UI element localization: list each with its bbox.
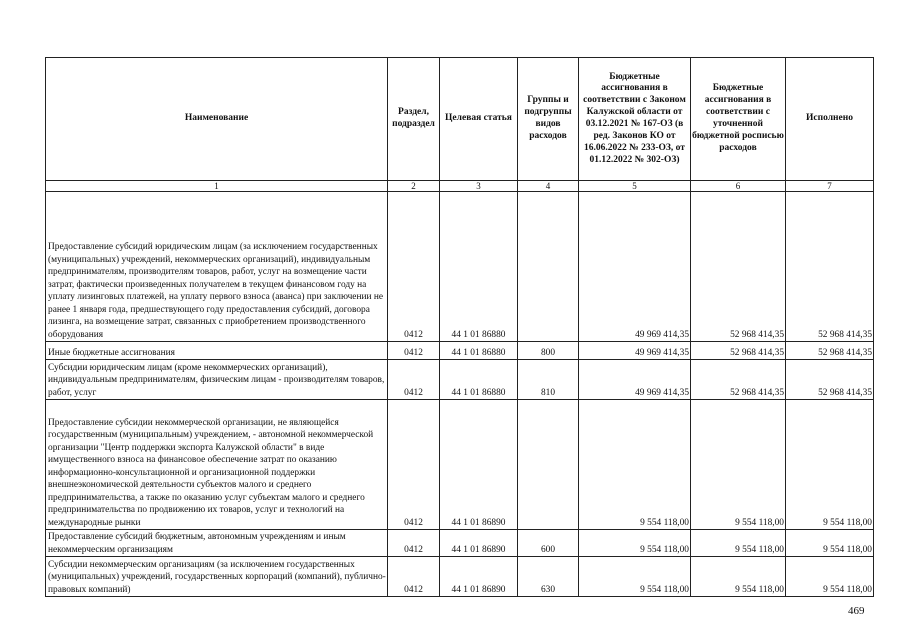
row-refined: 9 554 118,00: [691, 557, 786, 597]
row-expense-group: 600: [518, 530, 579, 557]
row-executed: 52 968 414,35: [786, 342, 874, 360]
row-executed: 52 968 414,35: [786, 360, 874, 400]
row-expense-group: [518, 400, 579, 530]
row-approved: 9 554 118,00: [579, 557, 691, 597]
column-number: 2: [388, 181, 440, 192]
row-target-article: 44 1 01 86880: [440, 192, 518, 342]
row-expense-group: [518, 192, 579, 342]
row-section: 0412: [388, 557, 440, 597]
row-approved: 9 554 118,00: [579, 530, 691, 557]
header-refined-assignments: Бюджетные ассигнования в соответствии с уточненной бюджетной росписью расходов: [691, 58, 786, 181]
row-target-article: 44 1 01 86890: [440, 530, 518, 557]
row-approved: 49 969 414,35: [579, 360, 691, 400]
column-number: 4: [518, 181, 579, 192]
header-approved-assignments: Бюджетные ассигнования в соответствии с Законом Калужской области от 03.12.2021 № 167-ОЗ (в ред. Законов КО от 16.06.2022 № 233-ОЗ, от 01.12.2022 № 302-ОЗ): [579, 58, 691, 181]
row-refined: 52 968 414,35: [691, 360, 786, 400]
row-approved: 49 969 414,35: [579, 192, 691, 342]
row-section: 0412: [388, 530, 440, 557]
row-expense-group: 810: [518, 360, 579, 400]
column-number: 5: [579, 181, 691, 192]
row-approved: 49 969 414,35: [579, 342, 691, 360]
row-executed: 9 554 118,00: [786, 400, 874, 530]
row-target-article: 44 1 01 86890: [440, 400, 518, 530]
row-expense-group: 800: [518, 342, 579, 360]
table-row: [46, 360, 874, 400]
column-number: 1: [46, 181, 388, 192]
header-executed: Исполнено: [786, 58, 874, 181]
table-row: [46, 342, 874, 360]
row-name: Предоставление субсидий юридическим лицам (за исключением государственных (муниципальных) учреждений, некоммерческих организаций), индивидуальным предпринимателям, производителям товаров, работ, услуг на возмещение части затрат, фактически произведенных получателем в текущем финансовом году на уплату лизинговых платежей, на уплату первого взноса (аванса) при заключении не ранее 1 января года, предшествующего году предоставления субсидий, договора лизинга, на возмещение затрат, связанных с приобретением производственного оборудования: [46, 192, 388, 342]
row-name: Иные бюджетные ассигнования: [46, 342, 388, 360]
row-expense-group: 630: [518, 557, 579, 597]
table-row: [46, 530, 874, 557]
header-expense-groups: Группы и подгруппы видов расходов: [518, 58, 579, 181]
row-refined: 9 554 118,00: [691, 400, 786, 530]
page-number: 469: [848, 605, 865, 617]
header-target-article: Целевая статья: [440, 58, 518, 181]
row-target-article: 44 1 01 86890: [440, 557, 518, 597]
table-row: [46, 400, 874, 530]
row-refined: 52 968 414,35: [691, 342, 786, 360]
row-executed: 9 554 118,00: [786, 530, 874, 557]
header-name: Наименование: [46, 58, 388, 181]
column-number: 6: [691, 181, 786, 192]
row-section: 0412: [388, 400, 440, 530]
row-approved: 9 554 118,00: [579, 400, 691, 530]
table-row: [46, 557, 874, 597]
table-row: [46, 192, 874, 342]
budget-table: [45, 57, 874, 597]
column-number-row: [46, 181, 874, 192]
header-section: Раздел, подраздел: [388, 58, 440, 181]
header-row: [46, 58, 874, 181]
column-number: 7: [786, 181, 874, 192]
row-target-article: 44 1 01 86880: [440, 342, 518, 360]
row-name: Предоставление субсидий бюджетным, автономным учреждениям и иным некоммерческим организациям: [46, 530, 388, 557]
row-section: 0412: [388, 360, 440, 400]
row-executed: 9 554 118,00: [786, 557, 874, 597]
row-name: Субсидии юридическим лицам (кроме некоммерческих организаций), индивидуальным предпринимателям, физическим лицам - производителям товаров, работ, услуг: [46, 360, 388, 400]
row-name: Предоставление субсидии некоммерческой организации, не являющейся государственным (муниципальным) учреждением, - автономной некоммерческой организации "Центр поддержки экспорта Калужской области" в виде имущественного взноса на финансовое обеспечение затрат по оказанию информационно-консультационной и организационной поддержки внешнеэкономической деятельности субъектов малого и среднего предпринимательства, а также по оказанию услуг субъектам малого и среднего предпринимательства по продвижению их товаров, услуг и технологий на международные рынки: [46, 400, 388, 530]
row-section: 0412: [388, 342, 440, 360]
column-number: 3: [440, 181, 518, 192]
row-executed: 52 968 414,35: [786, 192, 874, 342]
row-section: 0412: [388, 192, 440, 342]
row-refined: 52 968 414,35: [691, 192, 786, 342]
row-refined: 9 554 118,00: [691, 530, 786, 557]
row-name: Субсидии некоммерческим организациям (за исключением государственных (муниципальных) учреждений, государственных корпораций (компаний), публично-правовых компаний): [46, 557, 388, 597]
row-target-article: 44 1 01 86880: [440, 360, 518, 400]
